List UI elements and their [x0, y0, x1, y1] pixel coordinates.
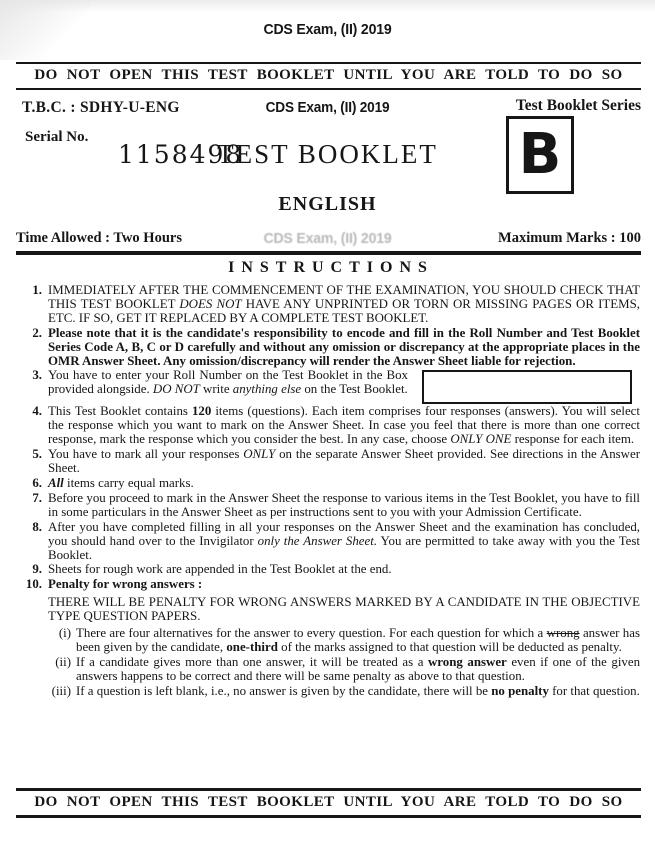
instruction-item-5 [16, 448, 640, 476]
instruction-text: Please note that it is the candidate's responsibility to encode and fill in the Roll Number and Test Booklet Series Code A, B, C or D carefully and without any omission or discrepancy at the appropriate places in the OMR Answer Sheet. Any omission/discrepancy will render the Answer Sheet liable for rejection. [48, 325, 640, 368]
series-letter-box [506, 116, 574, 194]
instructions-list [16, 284, 640, 700]
instructions-heading: INSTRUCTIONS [228, 259, 434, 276]
do-not-open-banner-top: DO NOT OPEN THIS TEST BOOKLET UNTIL YOU ARE TOLD TO DO SO [16, 62, 641, 90]
subitem-text: There are four alternatives for the answer to every question. For each question for which a wrong answer has been given by the candidate, one-third of the marks assigned to that question will be deducted as penalty. [76, 626, 640, 654]
series-letter: B [518, 122, 562, 187]
instruction-3-row [48, 369, 640, 404]
instruction-text: After you have completed filling in all your responses on the Answer Sheet and the examination has concluded, you should hand over to the Invigilator only the Answer Sheet. You are permitted to take away with you the Test Booklet. [48, 519, 641, 562]
instruction-text: You have to enter your Roll Number on the Test Booklet in the Box provided alongside. DO NOT write anything else on the Test Booklet. [48, 368, 408, 397]
subitem-number: (iii) [51, 683, 71, 698]
instruction-item-8 [16, 521, 640, 563]
do-not-open-banner-bottom: DO NOT OPEN THIS TEST BOOKLET UNTIL YOU ARE TOLD TO DO SO [16, 788, 641, 818]
instruction-item-3 [16, 369, 640, 404]
instruction-item-4 [16, 405, 640, 447]
instruction-text: You have to mark all your responses ONLY on the separate Answer Sheet provided. See directions in the Answer Sheet. [48, 447, 640, 476]
instruction-number: 8. [32, 519, 42, 534]
instruction-item-2 [16, 327, 640, 369]
penalty-subitem-iii [48, 685, 640, 699]
instruction-text: This Test Booklet contains 120 items (questions). Each item comprises four responses (answers). You will select the response which you want to mark on the Answer Sheet. In case you feel that there is more than one correct response, mark the response which you consider the best. In any case, choose ONLY ONE response for each item. [48, 404, 640, 447]
test-booklet-series-label: Test Booklet Series [515, 97, 641, 114]
instruction-number: 7. [32, 490, 42, 505]
instruction-number: 4. [32, 404, 42, 419]
scan-edge-shading [0, 0, 655, 13]
time-allowed-label: Time Allowed : Two Hours [16, 230, 182, 246]
instruction-number: 1. [32, 283, 42, 297]
subitem-text: If a question is left blank, i.e., no answer is given by the candidate, there will be no penalty for that question. [76, 683, 640, 698]
serial-no-label: Serial No. [25, 129, 89, 145]
instruction-item-1 [16, 284, 640, 326]
instruction-text: All items carry equal marks. [48, 475, 194, 490]
penalty-paragraph: THERE WILL BE PENALTY FOR WRONG ANSWERS MARKED BY A CANDIDATE IN THE OBJECTIVE TYPE QUESTION PAPERS. [48, 595, 640, 624]
subitem-number: (i) [58, 626, 71, 641]
test-booklet-title: TEST BOOKLET [217, 139, 438, 169]
roll-number-box[interactable] [422, 370, 632, 404]
instruction-item-10 [16, 578, 640, 592]
subitem-number: (ii) [55, 654, 71, 669]
instruction-number: 2. [32, 325, 42, 340]
instruction-10-body [48, 596, 640, 698]
instruction-number: 6. [32, 475, 42, 490]
penalty-subitem-i [48, 627, 640, 655]
penalty-subitem-ii [48, 656, 640, 684]
subject-title: ENGLISH [278, 193, 377, 215]
penalty-heading: Penalty for wrong answers : [48, 577, 203, 592]
subitem-text: If a candidate gives more than one answer, it will be treated as a wrong answer even if one of the given answers happens to be correct and there will be same penalty as above to that question. [76, 654, 641, 683]
maximum-marks-label: Maximum Marks : 100 [498, 230, 641, 246]
instruction-number: 10. [25, 577, 42, 592]
cds-exam-stamp-faded: CDS Exam, (II) 2019 [263, 230, 392, 247]
cds-exam-stamp-top: CDS Exam, (II) 2019 [263, 21, 392, 38]
instruction-text: Before you proceed to mark in the Answer Sheet the response to various items in the Test Booklet, you have to fill in some particulars in the Answer Sheet as per instructions sent to you with your Admission Certificate. [48, 490, 640, 519]
instruction-item-7 [16, 492, 640, 520]
instruction-item-6 [16, 477, 640, 491]
instruction-text: Sheets for rough work are appended in the Test Booklet at the end. [48, 562, 392, 577]
instructions-divider-rule [16, 251, 641, 255]
instruction-text: IMMEDIATELY AFTER THE COMMENCEMENT OF THE EXAMINATION, YOU SHOULD CHECK THAT THIS TEST BOOKLET DOES NOT HAVE ANY UNPRINTED OR TORN OR MISSING PAGES OR ITEMS, ETC. IF SO, GET IT REPLACED BY A COMPLETE TEST BOOKLET. [48, 283, 640, 325]
instruction-number: 3. [32, 368, 42, 383]
serial-number: 1158498 [118, 140, 244, 169]
cds-exam-stamp-middle: CDS Exam, (II) 2019 [265, 100, 390, 116]
tbc-code: T.B.C. : SDHY-U-ENG [22, 99, 180, 116]
instruction-item-9 [16, 563, 640, 577]
instruction-number: 9. [32, 562, 42, 577]
instruction-number: 5. [32, 447, 42, 462]
